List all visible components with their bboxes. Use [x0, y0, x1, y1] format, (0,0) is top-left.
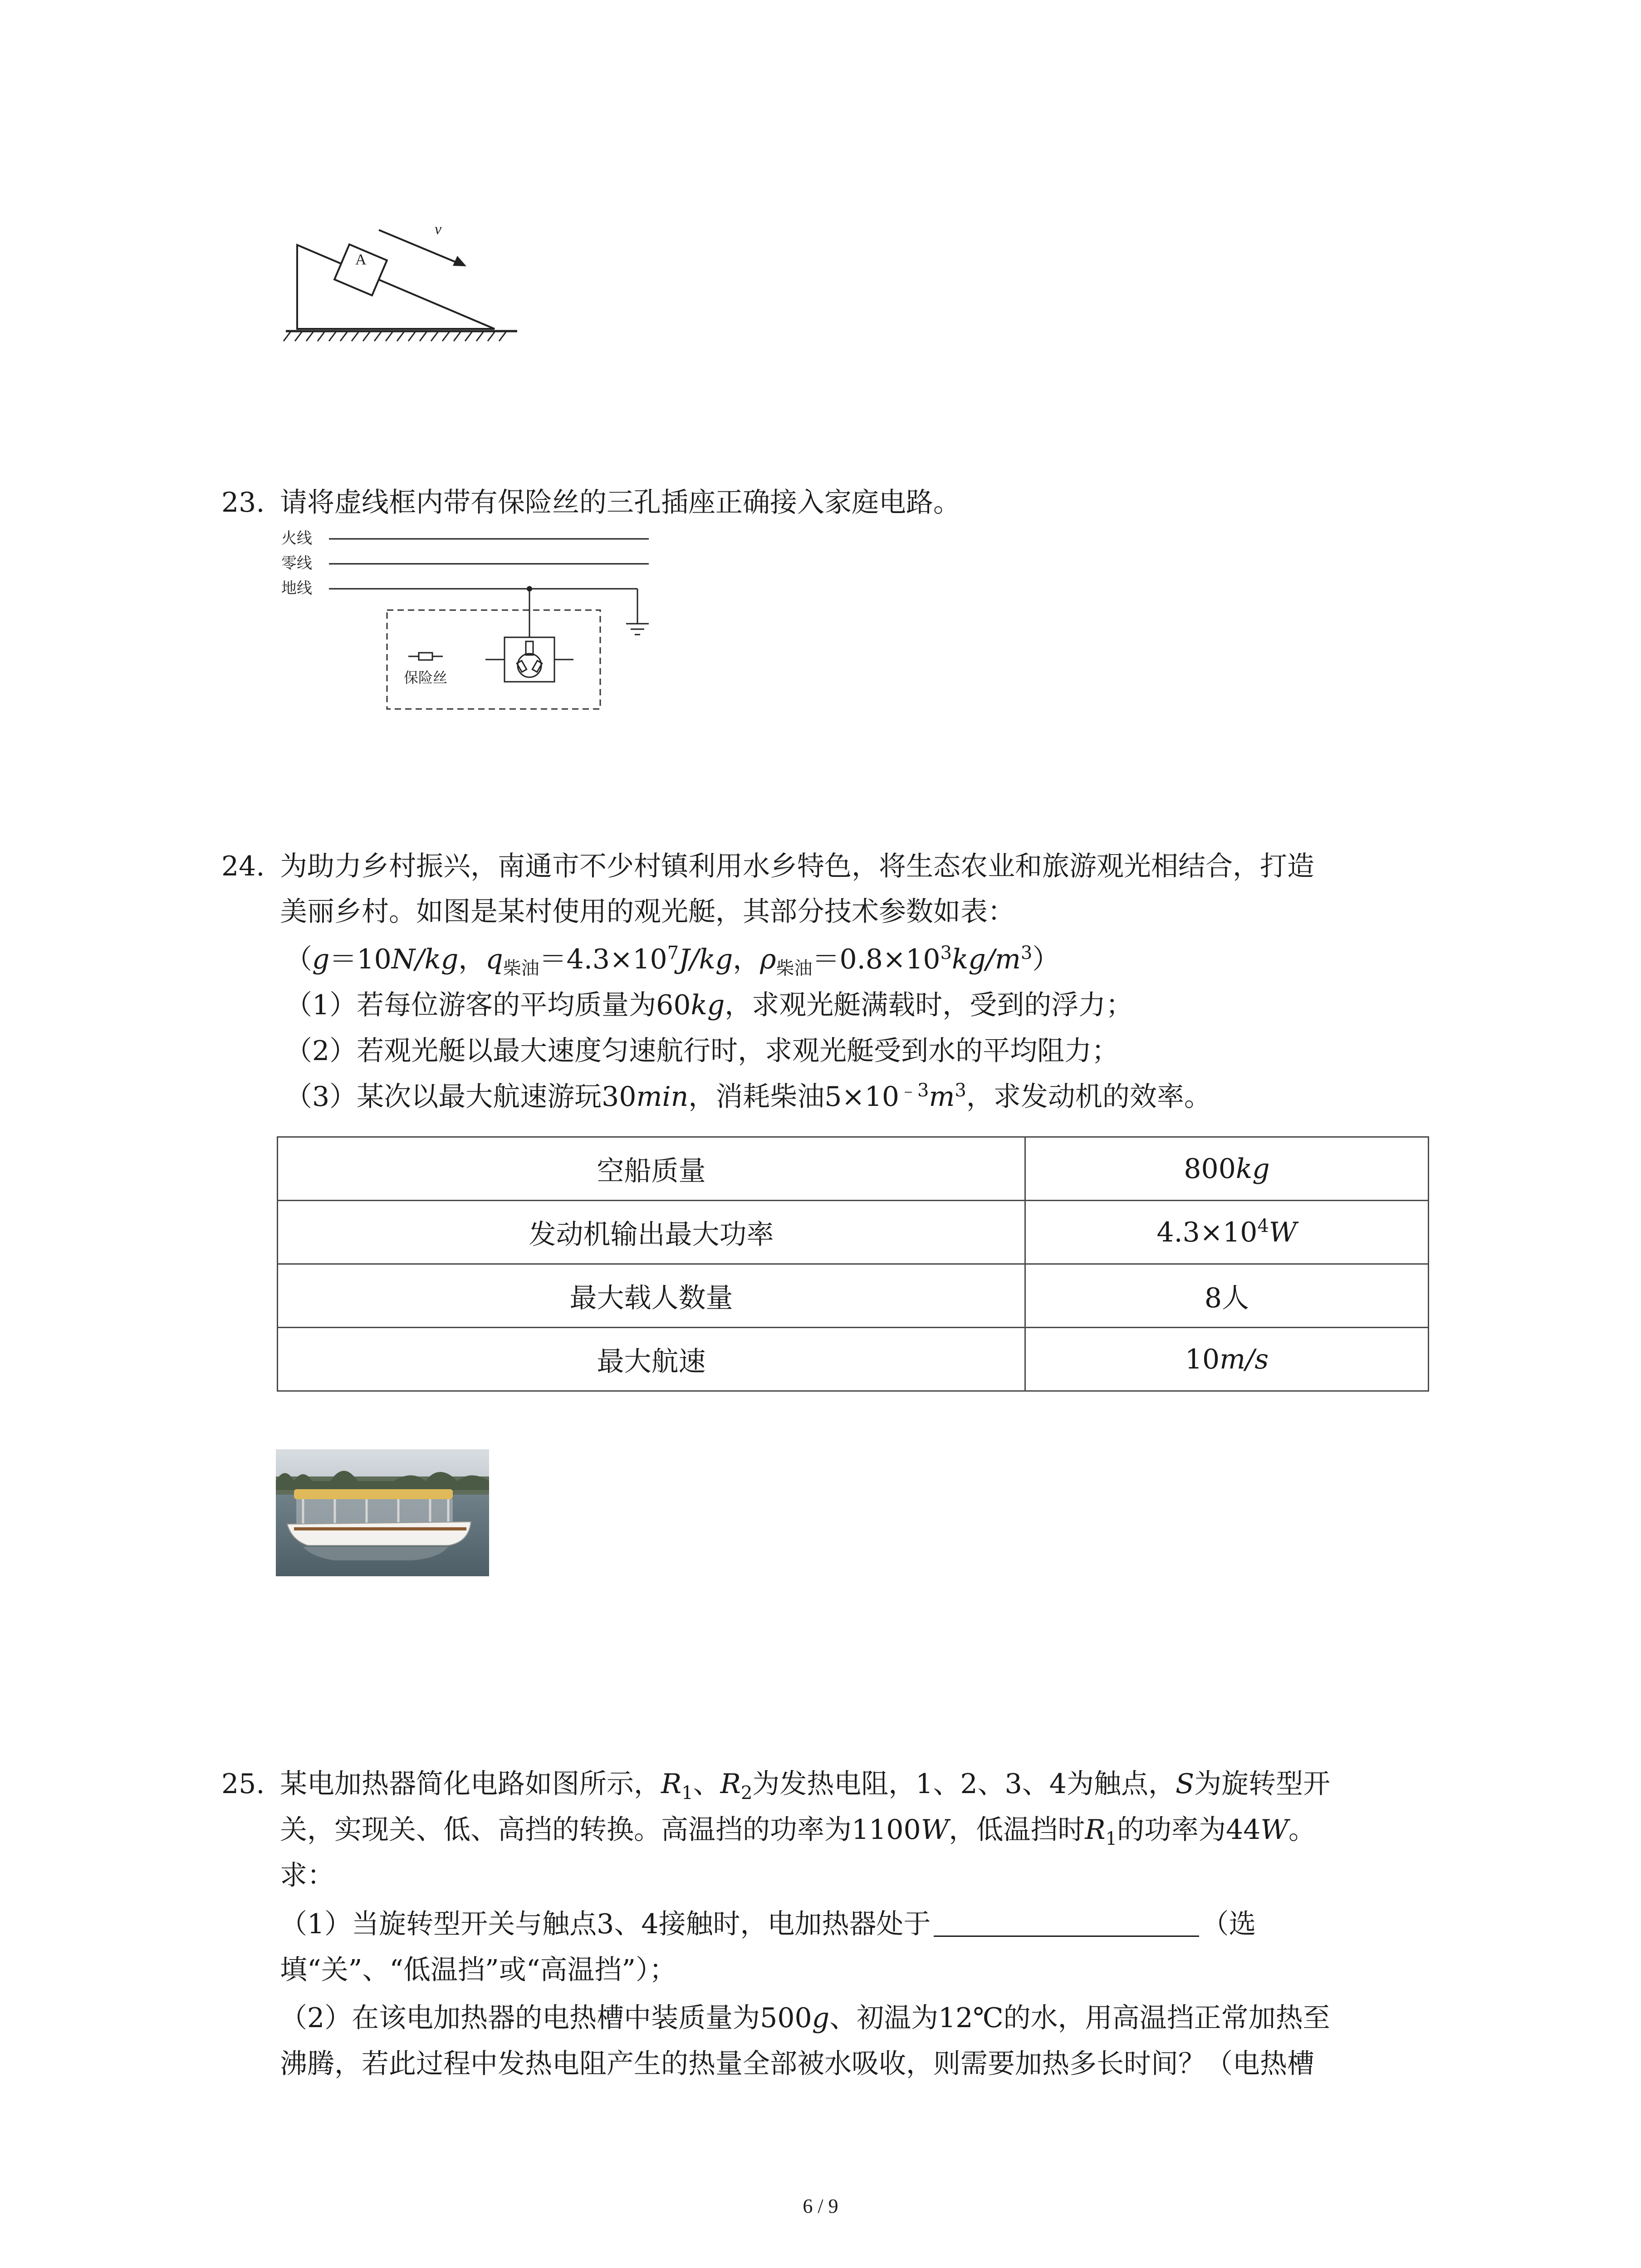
velocity-label: v [435, 221, 442, 238]
q24-sub2: （2）若观光艇以最大速度匀速航行时，求观光艇受到水的平均阻力； [285, 1035, 1119, 1067]
wire-label-neutral: 零线 [281, 554, 312, 572]
param-value: $4.3\times 10^4W$ [1025, 1201, 1429, 1264]
q24-sub1: （1）若每位游客的平均质量为60kg，求观光艇满载时，受到的浮力； [285, 989, 1133, 1021]
velocity-arrow [379, 230, 458, 263]
q24-number: 24. [221, 850, 265, 882]
q25-line6: （2）在该电加热器的电热槽中装质量为500g、初温为12℃的水，用高温挡正常加热至 [280, 2002, 1330, 2034]
q23-text: 请将虚线框内带有保险丝的三孔插座正确接入家庭电路。 [280, 487, 960, 518]
q25-line5: 填“关”、“低温挡”或“高温挡”）； [280, 1954, 677, 1986]
q24-line2: 美丽乡村。如图是某村使用的观光艇，其部分技术参数如表： [280, 896, 1015, 928]
param-label: 最大航速 [278, 1328, 1025, 1391]
param-label: 发动机输出最大功率 [278, 1201, 1025, 1264]
param-value: 8人 [1025, 1264, 1429, 1328]
q24-line1: 为助力乡村振兴，南通市不少村镇利用水乡特色，将生态农业和旅游观光相结合，打造 [280, 850, 1314, 882]
page-number: 6 / 9 [803, 2195, 838, 2217]
table-row [278, 1328, 1429, 1391]
hull-stripe [294, 1527, 466, 1530]
q25-number: 25. [221, 1768, 265, 1800]
q24-constants: （g＝10N/kg，$q_{柴油}=4.3\times 10^7J/kg$，$\rho_{柴油}=0.8\times 10^3kg/m^3$） [285, 943, 1060, 979]
table-row [278, 1137, 1429, 1201]
incline-ramp [297, 245, 495, 329]
param-label: 空船质量 [278, 1137, 1025, 1201]
q23-number: 23. [221, 487, 265, 518]
tour-boat-photo [276, 1449, 489, 1576]
param-value: 800kg [1025, 1137, 1429, 1201]
q25-line4: （1）当旋转型开关与触点3、4接触时，电加热器处于 （选 [280, 1908, 1256, 1940]
table-row [278, 1201, 1429, 1264]
q25-line3: 求： [280, 1860, 334, 1892]
param-value: 10m/s [1025, 1328, 1429, 1391]
boat-hull [287, 1522, 471, 1545]
circuit-figure [272, 526, 662, 717]
three-pin-socket [505, 637, 554, 682]
ground-hatch [284, 332, 506, 341]
q25-line1: 某电加热器简化电路如图所示，$R_1$、$R_2$为发热电阻，1、2、3、4为触点，S为旋转型开 [280, 1768, 1331, 1804]
wire-label-live: 火线 [281, 529, 312, 547]
fuse-symbol [419, 653, 432, 660]
wire-label-ground: 地线 [281, 579, 312, 597]
param-label: 最大载人数量 [278, 1264, 1025, 1328]
q25-line7: 沸腾，若此过程中发热电阻产生的热量全部被水吸收，则需要加热多长时间？（电热槽 [280, 2048, 1314, 2080]
boat-parameter-table [277, 1136, 1429, 1392]
q24-sub3: （3）某次以最大航速游玩30min，消耗柴油$5\times 10^{﹣3}m^3$，求发动机的效率。 [285, 1080, 1211, 1113]
incline-figure [281, 218, 517, 354]
answer-blank[interactable] [934, 1912, 1199, 1937]
table-row [278, 1264, 1429, 1328]
boat-canopy [294, 1489, 453, 1499]
block-a-label: A [355, 251, 367, 268]
fuse-label: 保险丝 [404, 669, 448, 686]
q25-line2: 关，实现关、低、高挡的转换。高温挡的功率为1100W，低温挡时$R_1$的功率为44W。 [280, 1814, 1316, 1849]
